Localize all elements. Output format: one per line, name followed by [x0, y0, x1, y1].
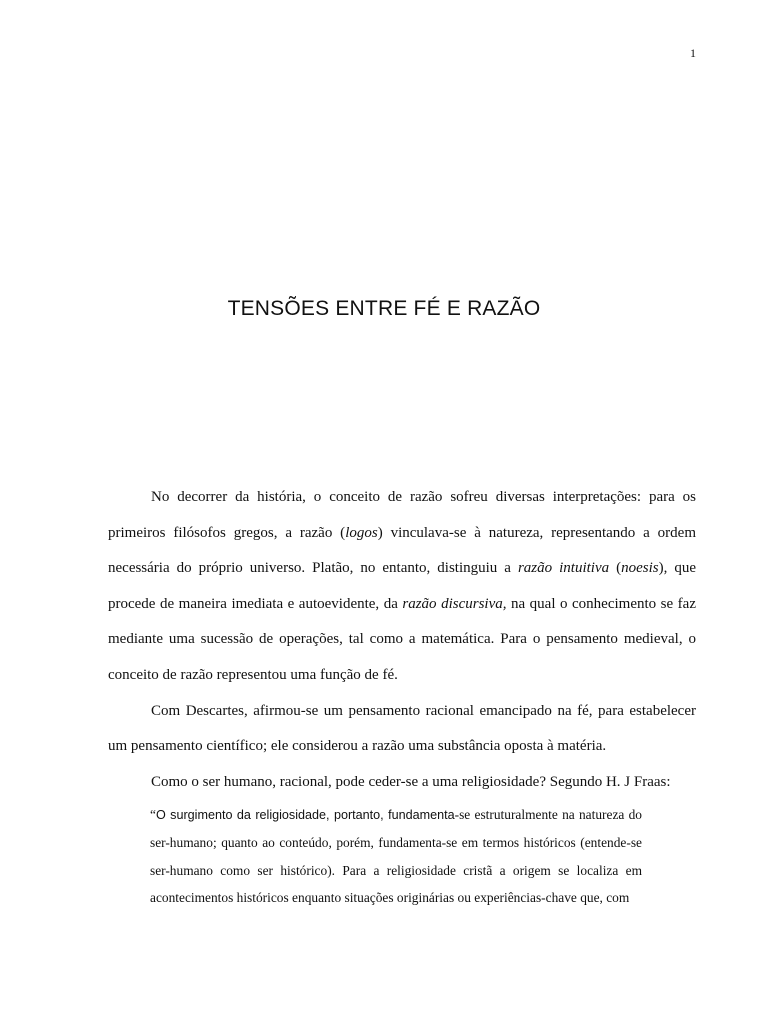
paragraph-text: ( — [609, 560, 622, 577]
quote-open-mark: “ — [150, 807, 156, 822]
paragraph-text: ), que procede de maneira imediata e autoevidente, da — [108, 560, 697, 612]
page-title: TENSÕES ENTRE FÉ E RAZÃO — [227, 297, 541, 320]
term-razao-discursiva: razão discursiva, — [402, 595, 507, 612]
body-text — [108, 480, 696, 800]
term-logos: logos — [345, 524, 378, 541]
term-noesis: noesis — [621, 560, 659, 577]
term-razao-intuitiva: razão intuitiva — [517, 560, 610, 577]
paragraph-descartes: Com Descartes, afirmou-se um pensamento racional emancipado na fé, para estabelecer um pensamento científico; ele considerou a razão uma substância oposta à matéria. — [108, 702, 696, 755]
block-quote — [150, 801, 642, 912]
quote-text: -se estruturalmente na natureza do ser-humano; quanto ao conteúdo, porém, fundamenta-se em termos históricos (entende-se ser-humano como ser histórico). Para a religiosidade cristã a origem se localiza em acontecimentos históricos enquanto situações originárias ou experiências-chave que, com — [150, 807, 642, 906]
paragraph-history-of-reason — [108, 480, 696, 694]
paragraph-text: na qual o conhecimento se faz mediante uma sucessão de operações, tal como a matemática. Para o pensamento medieval, o conceito de razão representou uma função de fé. — [108, 595, 696, 683]
paragraph-text: ) vinculava-se à natureza, representando a ordem necessária do próprio universo. Platão, no entanto, distinguiu a — [108, 524, 696, 577]
quote-sans-text: O surgimento da religiosidade, portanto, fundamenta — [155, 808, 455, 822]
paragraph-text: No decorrer da história, o conceito de razão sofreu diversas interpretações: para os primeiros filósofos gregos, a razão ( — [108, 489, 696, 541]
paragraph-question: Como o ser humano, racional, pode ceder-se a uma religiosidade? Segundo H. J Fraas: — [151, 773, 671, 790]
page-number: 1 — [690, 46, 696, 60]
